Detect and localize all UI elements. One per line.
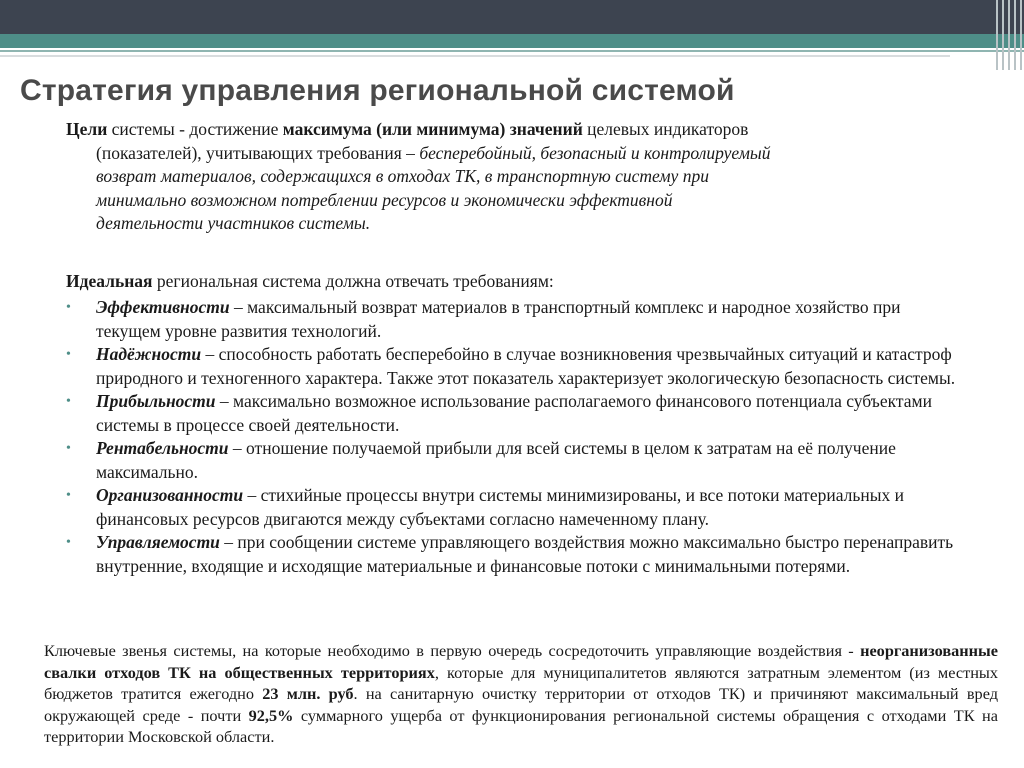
list-item: • Прибыльности – максимально возможное использование располагаемого финансового потенциала субъектами системы в процессе своей деятельности. [66, 391, 932, 435]
decorative-stripes [992, 0, 1024, 70]
slide-title: Стратегия управления региональной системой [20, 74, 735, 107]
list-item: • Надёжности – способность работать бесперебойно в случае возникновения чрезвычайных ситуаций и катастроф природного и техногенного характера. Также этот показатель характеризует экологическую безопасность системы. [66, 344, 956, 388]
list-item: • Управляемости – при сообщении системе управляющего воздействия можно максимально быстро перенаправить внутренние, входящие и исходящие материальные и финансовые потоки с минимальными потерями. [66, 532, 954, 576]
ideal-system-intro: Идеальная региональная система должна отвечать требованиям: [66, 271, 554, 291]
list-item: • Организованности – стихийные процессы внутри системы минимизированы, и все потоки материальных и финансовых ресурсов двигаются между субъектами согласно намеченному плану. [66, 485, 904, 529]
list-item: • Эффективности – максимальный возврат материалов в транспортный комплекс и народное хозяйство при текущем уровне развития технологий. [66, 297, 901, 341]
list-item: • Рентабельности – отношение получаемой прибыли для всей системы в целом к затратам на её получение максимально. [66, 438, 896, 482]
header-light-line [0, 55, 950, 57]
goals-term: Цели [66, 119, 108, 139]
header-teal-band [0, 34, 1024, 48]
header-teal-line [0, 50, 1024, 52]
goals-paragraph: Цели системы - достижение максимума (или минимума) значений целевых индикаторов (показателей), учитывающих требования – бесперебойный, безопасный и контролируемый возврат материалов, содержащихся в отходах ТК, в транспортную систему при минимально возможном потреблении ресурсов и экономически эффективной деятельности участников системы. [66, 119, 771, 233]
header-dark-band [0, 0, 1024, 34]
requirements-list [66, 296, 966, 578]
key-links-paragraph: Ключевые звенья системы, на которые необходимо в первую очередь сосредоточить управляющие воздействия - неорганизованные свалки отходов ТК на общественных территориях, которые для муниципалитетов являются затратным элементом (из местных бюджетов тратится ежегодно 23 млн. руб. на санитарную очистку территории от отходов ТК) и причиняют максимальный вред окружающей среде - почти 92,5% суммарного ущерба от функционирования региональной системы обращения с отходами ТК на территории Московской области. [44, 641, 998, 746]
